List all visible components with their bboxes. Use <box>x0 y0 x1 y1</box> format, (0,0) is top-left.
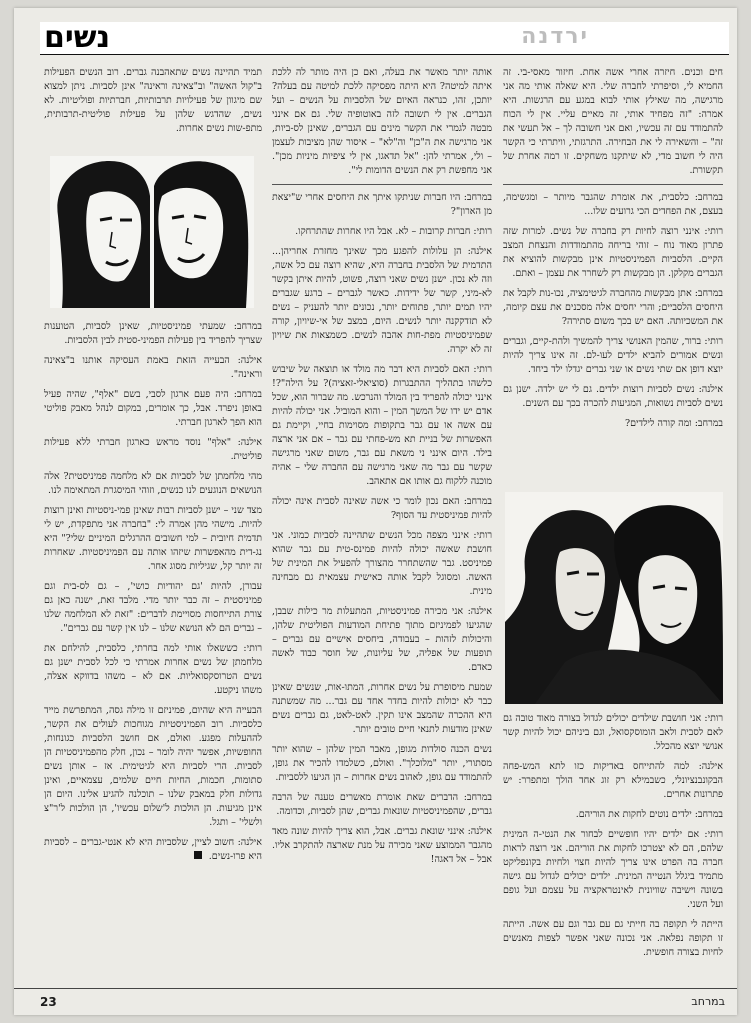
paragraph: שמעת מיסופרת על נשים אחרות, המתו-אות, שנשים שאינן כבר לא יכולות להיות בחדר אחד עם גבר... מה שמשתנה היא ההכרה שהמצב אינו תקין. לאט-לאט, גם גברים נשים שאינן מודעות לתנאי חיים טובים יותר. <box>272 682 492 735</box>
paragraph: אילנה: אינני שונאת גברים. אבל, הוא צריך להיות שונה מאד מהגבר הממוצע שאני מכירה על מנת שארצה להתקרב אליו. אבל – אל דאגה! <box>272 826 492 865</box>
paragraph: אילנה: נשים לסביות רוצות ילדים. גם לי יש ילדה. ישנן גם נשים לסביות נשואות, המגיעות להכרה בכך עם השנים. <box>503 384 723 409</box>
column-right-bottom <box>503 712 723 992</box>
paragraph: אילנה: אני מכירה פמיניסטיות, המתעלות מר כילות שבבן, שהגיעו לפמיניזם מתוך פתיחת המודעות הפוליטית שלהן, והיכולות לזהות – בעבודה, ביחסים אישיים עם גברים – תופעות של אפליה, של עליונות, של חוסר כבוד לאשה כאדם. <box>272 606 492 673</box>
paragraph: במרחב: היו חברות שניתקו איתך את היחסים אחרי ש"יצאת מן הארון"? <box>272 192 492 217</box>
paragraph: במרחב: ילדים נוטים לחקות את הוריהם. <box>575 809 723 820</box>
paragraph: רותי: האם לסביות היא דבר מה מולד או תוצאה של שיבוש כלשהו בתהליך ההתבגרות (סוציאלי-זאציה)? על הילה"?! אינני יכולה להפריד בין המולד והנרכש. מה שברור הוא, שכל אדם יש ידו של המשך המין – והוא המוביל. אני יכולה להיות עם אשה או עם גבר בתקופות מסוימות בחיי, וקיימת גם האפשרות של בניית תא מש-פחתי עם גבר – אם אני ארצה בילד. היום אינני ני משאת עם גבר, משום שאני מרגישה שקשר עם גבר מה שאני מרגישה עם החברה שלי – אהיה מוכנה ללקוח גם אותו אם אתאהב. <box>272 364 492 487</box>
faces-illustration-art <box>50 156 254 308</box>
couple-photo-illustration <box>505 492 723 704</box>
column-left-bottom <box>44 320 262 992</box>
column-right-top <box>503 66 723 486</box>
paragraph: חים וכנים. חיזרה אחרי אשה אחת. חיזור מאסי-בי. זה החמיא לי, וסיפרתי לחברה שלי. היא שאלה אותי מה אני מרגישה, מה שאילץ אותי לבוא במגע עם הרגשות. היא אמרה: "זה מפחיד אותי, זה מאיים עליי. אין לי הכוח להתמודד עם זה עכשיו, ואם אני חשובה לך – אל תעשי את זה" – והשאירה לי את הבחירה. התרגזתי, וויתרתי כי הקשר היה לי חשוב מדי, לא שיתקנו משחקים. זו רמה אחרת של תקשורת. <box>503 67 723 176</box>
paragraph: אותה יותר מאשר את בעלה, ואם כן היה מותר לה ללכת איתה למיטה? היא היתה מפסיקה ללכת למיטה עם בעלה? יותכן, זהו, כנראה האיום של הלסביות על הנשים – ועל הגברים. אין לי תשובה לזה באוטופיה שלי. גם אם אינני מבטה לגמרי את הקשר מינים עם הגברים, שאינן לס-ביות, אני מרגישה את ה"כן" וה"לא" – איסור שהן מציבות לעצמן – ולי, אמרתי להן: "אל תדאגו, אין לי ציפיות מיניות מכן". אני מחפשת רק את הנשים הדומות לי". <box>272 67 492 176</box>
paragraph: רותי: אינני מצפה מכל הנשים שתהיינה לסביות כמוני. אני חושבת שאשה יכולה להיות פמינס-טית עם גבר שהוא פמיניסט. גבר שהשתחרר מהצורך להפעיל את המינית של האשה. ומסוגל לקבל אותה כאישית עצמאית גם מבחינה מינית. <box>272 530 492 597</box>
faces-illustration <box>50 156 254 308</box>
magazine-page <box>14 8 737 1015</box>
paragraph: במרחב: כלסבית, את אומרת שהגבר מיותר – ומגשימה, בעצם, את הפחדים הכי גרועים שלו... <box>503 192 723 217</box>
paragraph: הייתה לי תקופה בה חייתי גם עם גבר וגם עם אשה. הייתה זו תקופה נפלאה. אני נכונה שאני אפשר לצפות מאנשים לחיות בצורה חופשית. <box>503 919 723 958</box>
paragraph: אילנה: הן עלולות להפגע מכך שאינך מחזרת אחריהן... התדמית של הלסבית בחברה היא, שהיא רוצה עם כל אשה, וזה לא נכון. ישנן נשים שאני רוצה, פשוט, להיות איתן בקשר לא-מיני, קשר של ידידות. כאשר לגברים – ברגע שגברים יהיו תמים יותר, פתוחים יותר, נכונים יותר להעניק – נשים לא תזדקקנה יותר לנשים. היום, במצב של אי-שיויון, קורה שפמיניסטיות מפת-חות אהבה לנשים. כשמצאות את שיויון זה לא יקרה. <box>272 246 492 355</box>
paragraph: רותי: אני חושבת שילדים יכולים לגדול בצורה מאוד טובה גם לאם לסבית ולאב הומוסקסואל, וגם ביניהם יכול להיות קשר אנושי יוצא מהכלל. <box>503 713 723 752</box>
banner-ghost-text: ירדנה <box>521 24 589 49</box>
divider <box>503 184 723 185</box>
paragraph: במרחב: ומה קורה לילדים? <box>625 418 723 429</box>
paragraph: רותי: אינני רוצה לחיות רק בחברה של נשים. למרות שזה פתרון מאוד נוח – זוהי בריחה מהתמודדות והנצחת המצב הקיים. הלסביות הפמיניסטיות אינן מבקשות להוציא את הגברים מקלקן. הן מבקשות רק לשחרר את עצמן – ואתם. <box>503 226 723 279</box>
paragraph: רותי: אם ילדים יהיו חופשיים לבחור את הנטי-ה המינית שלהם, הם לא יצטרכו לחקות את הוריהם. אני רוצה לראות חברה בה הפרט אינו צריך להיות חצוי ולחיות בקונפליקט מתמיד ביגלל הנטייה המינית. ילדים יכולים לגדול עם גישה בשונה וישיבה שוויונית לאינטראקציה על עצמם ועל גופם ועל השני. <box>503 829 723 910</box>
paragraph: רותי: ברור, שהמין האנושי צריך להמשיך ולהת-קיים, וגברים ונשים אמורים להביא ילדים לעו-לם. זה אינו צריך להיות יוצא דופן אם שתי נשים או שני גברים יגדלו ילד ביחד. <box>503 336 723 375</box>
paragraph: במרחב: הדברים שאת אומרת מאשרים טענה של הרבה גברים, שהפמיניסטיות שונאות גברים, שהן לסביות, וכדומה. <box>272 792 492 817</box>
magazine-name: במרחב <box>691 995 725 1008</box>
closing-paragraph-text: אילנה: חשוב לציין, שלסביות היא לא אנטי-גברים – לסביות היא פרו-נשים. <box>44 837 262 862</box>
paragraph: במרחב: שמעתי פמיניסטיות, שאינן לסביות, הטוענות שצריך להפריד בין פעילות הפמיני-סטית לבין הלסביות. <box>44 321 262 346</box>
section-banner <box>40 22 729 55</box>
paragraph: רותי: כששאלו אותי למה בחרתי, כלסבית, להילחם את מלחמתן של נשים אחרות אמרתי כי לכל לסבית ישנן גם נשים הטרוסקסואליות. אם לא – משהו בדווקא אצלה, משהו ניקטע. <box>44 643 262 696</box>
page-footer <box>14 988 737 1015</box>
paragraph: במרחב: אתן מבקשות מהחברה לגיטימציה, נכו-נות לקבל את היחסים הלסביים; והרי יחסים אלה מסכנים את עצם קיומה, את המשכיותה. האם יש בכך משום סתירה? <box>503 288 723 327</box>
paragraph: רותי: חברות קרובות – לא. אבל היו אחרות שהתרחקו. <box>295 226 492 237</box>
paragraph: מהי מלחמתן של לסביות אם לא מלחמה פמיניסטית? אלה הנושאים הנוגעים לנו כנשים, וזוהי המיסגרת המתאימה לנו. <box>44 471 262 496</box>
paragraph: במרחב: האם נכון לומר כי אשה שאינה לסבית אינה יכולה להיות פמיניסטית עד הסוף? <box>272 496 492 521</box>
end-of-article-mark <box>194 851 202 859</box>
column-left-top <box>44 66 262 156</box>
page-number: 23 <box>40 995 57 1009</box>
divider <box>272 184 492 185</box>
paragraph: אילנה: "אלף" נוסד מראש כארגון חברתי ללא פעילות פוליטית. <box>44 437 262 462</box>
paragraph: נשים הכנה סולדות מגופן, מאבר המין שלהן – שהוא יותר מסתורי, יותר "מלוכלך". ואולם, כשלמדו להכיר את גופן, להתמודד עם גופן, לאהוב נשים אחרות – הן הגיעו ללסביות. <box>272 744 492 783</box>
paragraph: אילנה: למה להתייחס באדיקות כזו לתא המש-פחה הבקונבנציונלי, כשבמילא רק זוג אחד הולך ומתפרר: יש פתרונות אחרים. <box>503 761 723 800</box>
column-middle <box>272 66 492 992</box>
section-title: נשים <box>44 20 111 55</box>
paragraph: מצד שני – ישנן לסביות רבות שאינן פמי-ניסטיות ואינן רוצות להיות. מישהי מהן אמרה לי: "בחברה אני מתפקדת, יש לי תדמית חיובית – למי חשובים ההרגלים המיניים שלי?" היא נג-דית מהאפשרות שיזהו אותה עם הפמיניסטיות. שאחרות זה יותר קל, שגיליות מסוג אחר. <box>44 505 262 572</box>
paragraph: הבעייה היא שהיום, פמיניזם זו מילה גסה, המתפרשת מייד כלסביות. רוב הפמיניסטיות מגוחכות לעולים את הקשר, לההעלות מפגע. ואולם, אם חושב הלסביות כגונחות, החופשיות, אפשר יהיה לומר – נכון, חלק מהפמיניסטיות הן לסביות. הרי לסביות היא לגיטימית. אז – אותן נשים סתומות, חכמות, החיות חיים שלמים, עצמאיים, ואינן גדולות חלק במאבק שלנו – תוכלנה להגיע אלינו. היום הן אינן מגיעות. הן הולכות ל'שלום עכשיו', הן הולכות ל'ר"צ ולשלי' – ותגל. <box>44 705 262 828</box>
paragraph: אילנה: הבעייה הזאת באמת העסיקה אותנו ב"צאינה וראינה". <box>44 355 262 380</box>
paragraph-final <box>44 836 262 864</box>
couple-photo <box>505 492 723 704</box>
paragraph: עבורן, להיות 'גם יהודיות כושי', – גם לס-בית וגם פמיניסטית – זה כבר יותר מדי. מלבד זאת, ישנה כאן גם צורת התייחסות מסויימת לדברים: "זאת לא המלחמה שלנו – גברים הם לא הנושא שלנו – לנו אין קשר עם גברים". <box>44 581 262 634</box>
paragraph: תמיד תהיינה נשים שתאהבנה גברים. רוב הנשים הפעילות ב"קול האשה" וב"צאינה וראינה" אינן לסביות. ניתן למצוא שם מיגוון של פעילויות תרבותיות, חברתיות ופוליטיות. לא נשים, שהדגש שלהן על פעילות פוליטית-תרבותית, מתפ-שות נשים אחרות. <box>44 67 262 134</box>
paragraph: במרחב: היה פעם ארגון לסבי, בשם "אלף", שהיה פעיל באופן ניפרד. אבל, כך אומרים, במקום לנהל מאבק פוליטי הוא הפך לארגון חברתי. <box>44 389 262 428</box>
